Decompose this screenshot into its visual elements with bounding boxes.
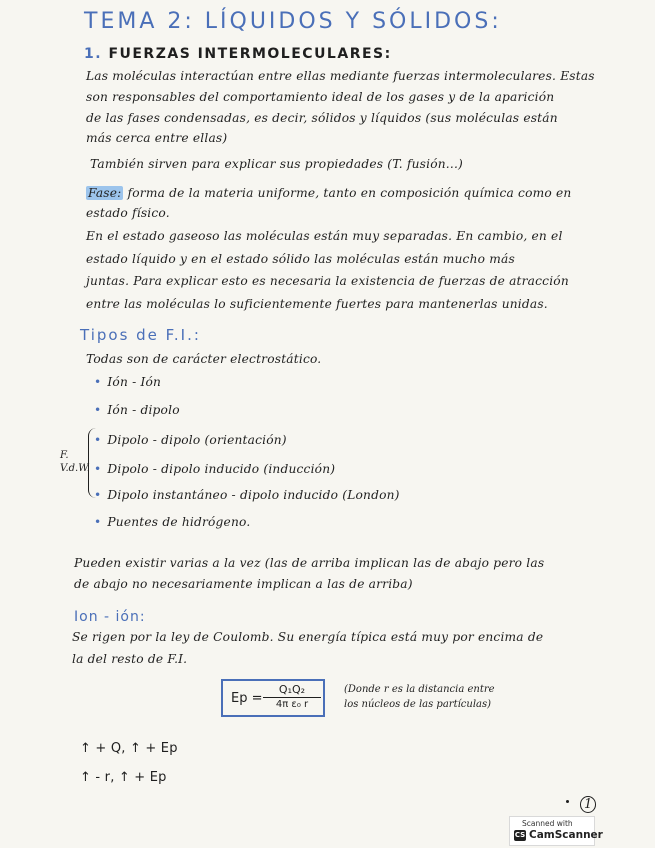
camscanner-badge: [509, 816, 603, 846]
bullet-icon: •: [94, 488, 102, 502]
type-item: [94, 375, 161, 389]
relation-line: ↑ - r, ↑ + Ep: [80, 770, 167, 785]
type-item: [94, 462, 335, 476]
ion-ion-heading: Ion - ión:: [74, 609, 146, 625]
also-line: También sirven para explicar sus propiedades (T. fusión...): [90, 157, 463, 171]
scanner-caption: Scanned with: [522, 819, 573, 828]
types-lead: Todas son de carácter electrostático.: [86, 352, 322, 366]
note-line: de abajo no necesariamente implican a las de arriba): [74, 577, 413, 591]
type-item: [94, 403, 180, 417]
intro-line: Las moléculas interactúan entre ellas mediante fuerzas intermoleculares. Estas: [86, 69, 595, 83]
page-dot: [566, 800, 569, 803]
page-number-value: 1: [580, 796, 596, 813]
scanner-name: CamScanner: [529, 829, 603, 841]
intro-line: de las fases condensadas, es decir, sólidos y líquidos (sus moléculas están: [86, 111, 558, 125]
formula-denominator: 4π ε₀ r: [275, 699, 309, 710]
brace-label: F.: [60, 450, 69, 461]
type-item-label: Dipolo - dipolo inducido (inducción): [107, 462, 336, 476]
formula-numerator: Q₁Q₂: [263, 683, 321, 698]
ion-ion-text: la del resto de F.I.: [72, 652, 188, 666]
type-item-label: Dipolo - dipolo (orientación): [107, 433, 287, 447]
bullet-icon: •: [94, 462, 102, 476]
formula-note: los núcleos de las partículas): [344, 699, 492, 710]
bullet-icon: •: [94, 375, 102, 389]
bullet-icon: •: [94, 515, 102, 529]
states-line: estado líquido y en el estado sólido las moléculas están mucho más: [86, 252, 515, 266]
states-line: entre las moléculas lo suficientemente fuertes para mantenerlas unidas.: [86, 297, 548, 311]
camscanner-logo-icon: CS: [514, 831, 526, 839]
type-item: [94, 488, 400, 502]
intro-line: más cerca entre ellas): [86, 131, 228, 145]
section-heading: [84, 46, 392, 62]
ion-ion-text: Se rigen por la ley de Coulomb. Su energía típica está muy por encima de: [72, 630, 544, 644]
formula-fraction: [263, 683, 321, 710]
type-item: [94, 433, 287, 447]
types-heading: Tipos de F.I.:: [80, 326, 201, 344]
states-line: En el estado gaseoso las moléculas están muy separadas. En cambio, en el: [86, 229, 563, 243]
fase-highlight: Fase:: [88, 186, 122, 200]
relation-line: ↑ + Q, ↑ + Ep: [80, 741, 178, 756]
formula-note: (Donde r es la distancia entre: [344, 684, 495, 695]
fase-text: estado físico.: [86, 206, 170, 220]
brace-label: V.d.W.: [60, 463, 90, 474]
section-number: 1.: [84, 46, 103, 62]
page-title: TEMA 2: LÍQUIDOS Y SÓLIDOS:: [84, 9, 502, 34]
page-number: [580, 797, 596, 812]
type-item: [94, 515, 250, 529]
section-heading-text: FUERZAS INTERMOLECULARES:: [108, 46, 392, 62]
fase-definition: [86, 186, 571, 200]
type-item-label: Ión - dipolo: [107, 403, 180, 417]
coulomb-formula: [221, 679, 325, 717]
states-line: juntas. Para explicar esto es necesaria la existencia de fuerzas de atracción: [86, 274, 569, 288]
intro-line: son responsables del comportamiento ideal de los gases y de la aparición: [86, 90, 555, 104]
type-item-label: Puentes de hidrógeno.: [107, 515, 251, 529]
formula-lhs: Ep =: [231, 691, 263, 706]
bullet-icon: •: [94, 433, 102, 447]
type-item-label: Ión - Ión: [107, 375, 162, 389]
bullet-icon: •: [94, 403, 102, 417]
note-line: Pueden existir varias a la vez (las de arriba implican las de abajo pero las: [74, 556, 545, 570]
type-item-label: Dipolo instantáneo - dipolo inducido (London): [107, 488, 400, 502]
fase-text: forma de la materia uniforme, tanto en composición química como en: [127, 186, 572, 200]
